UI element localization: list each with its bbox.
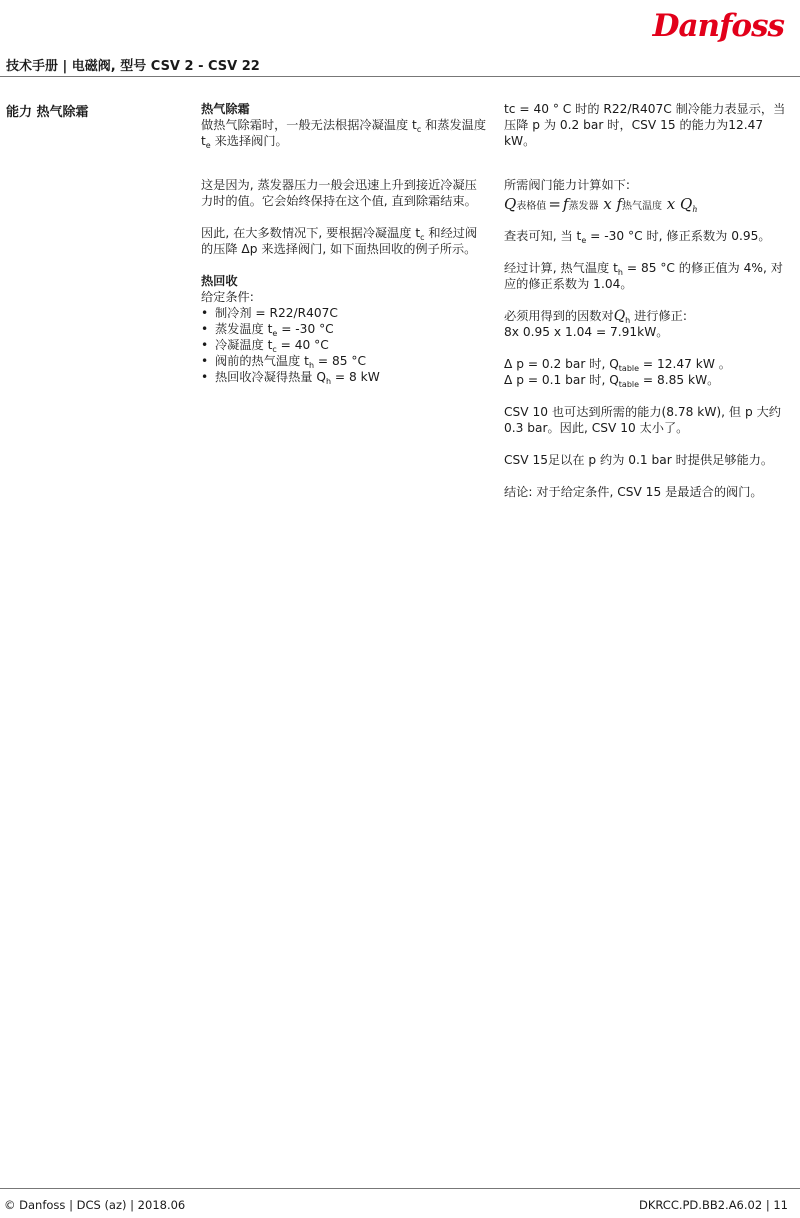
given-conditions-list (201, 305, 488, 385)
paragraph-correction-evap: 查表可知, 当 $t_e = -30$ °C 时, 修正系数为 0.95。 (504, 229, 771, 245)
given-conditions-label: 给定条件: (201, 290, 254, 304)
paragraph-reason: 这是因为, 蒸发器压力一般会迅速上升到接近冷凝压力时的值。它会始终保持在这个值, 直到除霜结束。 (201, 178, 477, 208)
section-label: 能力 热气除霜 (6, 105, 89, 120)
paragraph-therefore: 因此, 在大多数情况下, 要根据冷凝温度 $t_c$ 和经过阀的压降 Δp 来选择阀门, 如下面热回收的例子所示。 (201, 226, 478, 256)
paragraph-csv10: CSV 10 也可达到所需的能力(8.78 kW), 但 p 大约 0.3 bar。因此, CSV 10 太小了。 (504, 405, 781, 435)
paragraph-conclusion: 结论: 对于给定条件, CSV 15 是最适合的阀门。 (504, 485, 763, 499)
table-value-01bar: Δ p = 0.1 bar 时, $Q_{table} = 8.85$ kW。 (504, 373, 720, 389)
danfoss-logo: Danfoss (652, 8, 784, 44)
footer-divider (0, 1188, 800, 1189)
paragraph-calc-intro: 所需阀门能力计算如下: (504, 178, 630, 192)
capacity-formula: Q表格值 = f蒸发器 x f热气温度 x $Q_h$ (504, 195, 698, 214)
hot-gas-defrost-heading: 热气除霜 (201, 102, 250, 116)
paragraph-table-result: tc = 40 ° C 时的 R22/R407C 制冷能力表显示，当压降 p 为 0.2 bar 时，CSV 15 的能力为12.47 kW。 (504, 102, 786, 148)
paragraph-intro: 做热气除霜时，一般无法根据冷凝温度 $t_c$ 和蒸发温度 $t_e$ 来选择阀门。 (201, 118, 487, 150)
table-value-02bar: Δ p = 0.2 bar 时, $Q_{table} = 12.47$ kW 。 (504, 357, 731, 373)
list-item: • 热回收冷凝得热量 $Q_h = 8$ kW (201, 369, 488, 385)
document-title: 技术手册 | 电磁阀, 型号 CSV 2 - CSV 22 (6, 59, 260, 74)
header-divider (0, 76, 800, 77)
paragraph-correct-factor: 必须用得到的因数对$Q_h$ 进行修正: (504, 308, 687, 325)
heat-recovery-heading: 热回收 (201, 274, 238, 288)
list-item: • 阀前的热气温度 $t_h = 85$ °C (201, 353, 488, 369)
paragraph-csv15: CSV 15足以在 p 约为 0.1 bar 时提供足够能力。 (504, 453, 774, 467)
right-column (504, 101, 794, 500)
paragraph-correction-hotgas: 经过计算, 热气温度 $t_h = 85$ °C 的修正值为 4%, 对应的修正系数为 1.04。 (504, 261, 783, 291)
list-item: • 制冷剂 = R22/R407C (201, 305, 488, 321)
list-item: • 蒸发温度 $t_e = -30$ °C (201, 321, 488, 337)
footer-copyright: © Danfoss | DCS (az) | 2018.06 (4, 1198, 186, 1212)
footer-doc-number: DKRCC.PD.BB2.A6.02 | 11 (638, 1198, 788, 1212)
list-item: • 冷凝温度 $t_c = 40$ °C (201, 337, 488, 353)
calculation-result: 8x 0.95 x 1.04 = 7.91kW。 (504, 325, 669, 339)
middle-column (201, 101, 488, 385)
